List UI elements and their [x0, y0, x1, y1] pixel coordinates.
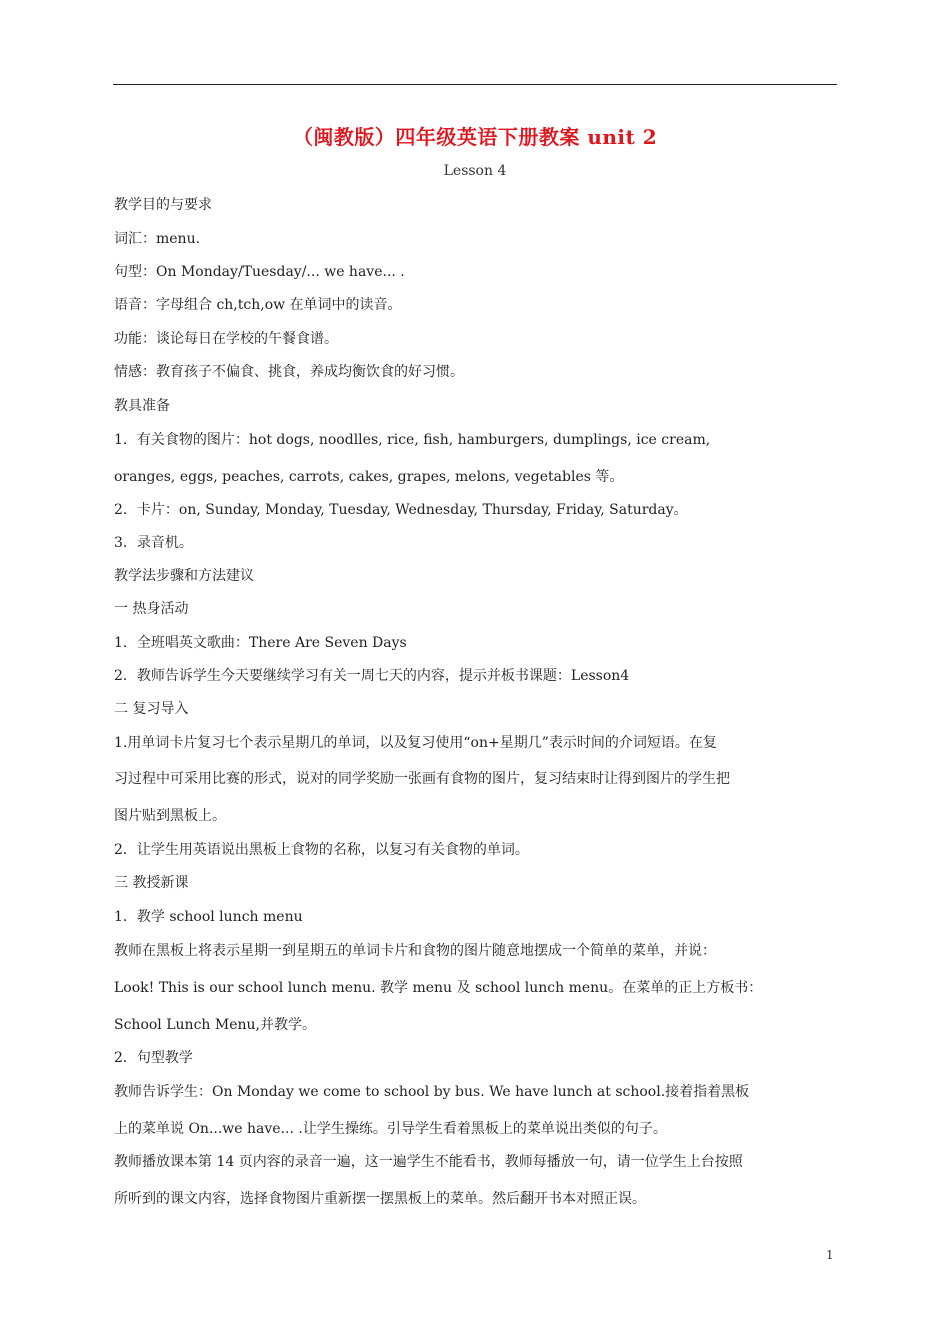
subsection-heading: 二 复习导入 — [114, 701, 189, 717]
body-line: 上的菜单说 On...we have... .让学生操练。引导学生看着黑板上的菜单说出类似的句子。 — [114, 1121, 667, 1137]
body-line: 2．卡片：on, Sunday, Monday, Tuesday, Wednesday, Thursday, Friday, Saturday。 — [114, 502, 688, 518]
body-line: 1．教学 school lunch menu — [114, 909, 303, 925]
section-heading-materials: 教具准备 — [114, 398, 170, 414]
body-line: 句型：On Monday/Tuesday/... we have... . — [114, 264, 405, 280]
body-line: 情感：教育孩子不偏食、挑食，养成均衡饮食的好习惯。 — [114, 364, 464, 380]
section-heading-goals: 教学目的与要求 — [114, 197, 212, 213]
body-line: 语音：字母组合 ch,tch,ow 在单词中的读音。 — [114, 297, 402, 313]
body-line: 1．全班唱英文歌曲：There Are Seven Days — [114, 635, 407, 651]
page-number: 1 — [826, 1248, 834, 1262]
body-line: Look! This is our school lunch menu. 教学 menu 及 school lunch menu。在菜单的正上方板书： — [114, 980, 763, 996]
body-line: 1.用单词卡片复习七个表示星期几的单词，以及复习使用“on+星期几”表示时间的介词短语。在复 — [114, 735, 717, 751]
section-heading-steps: 教学法步骤和方法建议 — [114, 568, 254, 584]
subsection-heading: 一 热身活动 — [114, 601, 189, 617]
subsection-heading: 三 教授新课 — [114, 875, 189, 891]
body-line: 2．让学生用英语说出黑板上食物的名称，以复习有关食物的单词。 — [114, 842, 529, 858]
body-line: oranges, eggs, peaches, carrots, cakes, grapes, melons, vegetables 等。 — [114, 469, 624, 485]
lesson-subtitle: Lesson 4 — [443, 163, 507, 179]
body-line: 功能：谈论每日在学校的午餐食谱。 — [114, 331, 338, 347]
body-line: 词汇：menu. — [114, 231, 201, 247]
body-line: 3．录音机。 — [114, 535, 193, 551]
body-line: 教师播放课本第 14 页内容的录音一遍，这一遍学生不能看书，教师每播放一句，请一位学生上台按照 — [114, 1154, 743, 1170]
body-line: 教师告诉学生：On Monday we come to school by bus. We have lunch at school.接着指着黑板 — [114, 1084, 750, 1100]
body-line: 2．教师告诉学生今天要继续学习有关一周七天的内容，提示并板书课题：Lesson4 — [114, 668, 630, 684]
body-line: 习过程中可采用比赛的形式，说对的同学奖励一张画有食物的图片，复习结束时让得到图片的学生把 — [114, 771, 730, 787]
body-line: 图片贴到黑板上。 — [114, 808, 226, 824]
body-line: 所听到的课文内容，选择食物图片重新摆一摆黑板上的菜单。然后翻开书本对照正误。 — [114, 1191, 646, 1207]
body-line: 1．有关食物的图片：hot dogs, noodlles, rice, fish, hamburgers, dumplings, ice cream, — [114, 432, 711, 448]
document-title: （闽教版）四年级英语下册教案 unit 2 — [292, 125, 658, 149]
body-line: 2．句型教学 — [114, 1050, 193, 1066]
body-line: 教师在黑板上将表示星期一到星期五的单词卡片和食物的图片随意地摆成一个简单的菜单，并说： — [114, 943, 716, 959]
header-rule — [113, 84, 837, 85]
body-line: School Lunch Menu,并教学。 — [114, 1017, 316, 1033]
